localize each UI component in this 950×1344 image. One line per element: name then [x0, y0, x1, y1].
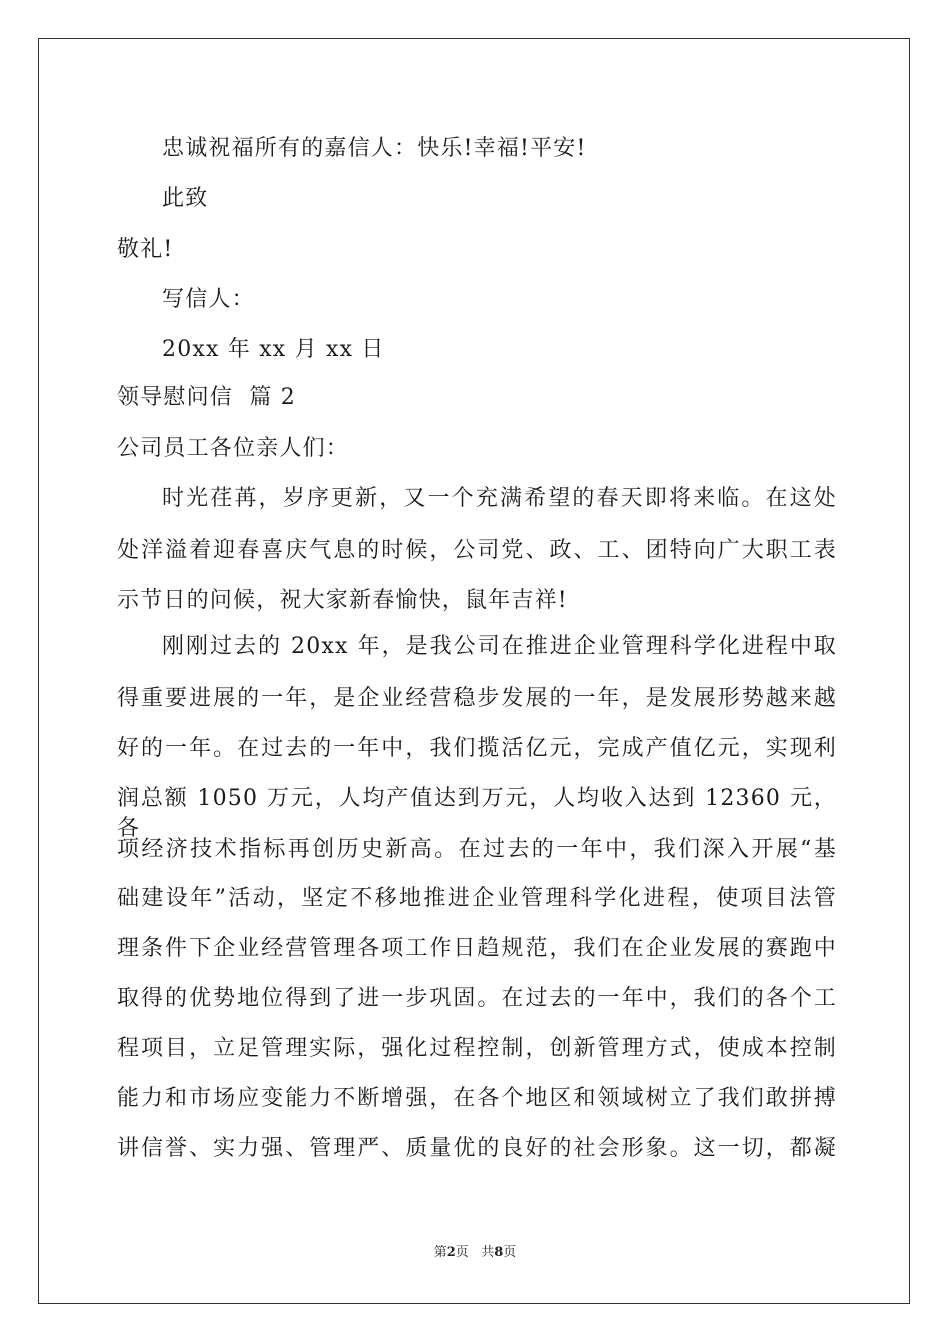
paragraph-line: 得重要进展的一年，是企业经营稳步发展的一年，是发展形势越来越 [117, 686, 837, 711]
paragraph-line: 处洋溢着迎春喜庆气息的时候，公司党、政、工、团特向广大职工表 [117, 538, 837, 563]
page-footer [0, 1244, 950, 1262]
paragraph-line: 项经济技术指标再创历史新高。在过去的一年中，我们深入开展“基 [117, 837, 837, 862]
letter-date: 20xx 年 xx 月 xx 日 [162, 337, 385, 362]
closing-salutation-2: 敬礼! [117, 237, 174, 262]
footer-current-page: 2 [446, 1245, 456, 1260]
paragraph-line: 能力和市场应变能力不断增强，在各个地区和领域树立了我们敢拼搏 [117, 1086, 837, 1111]
closing-salutation-1: 此致 [162, 186, 209, 211]
paragraph-line: 润总额 1050 万元，人均产值达到万元，人均收入达到 12360 元，各 [117, 786, 837, 841]
section-title: 领导慰问信 篇 2 [117, 385, 296, 410]
paragraph-line: 理条件下企业经营管理各项工作日趋规范，我们在企业发展的赛跑中 [117, 936, 837, 961]
paragraph-line: 示节日的问候，祝大家新春愉快，鼠年吉祥! [117, 588, 568, 613]
signer-label: 写信人： [162, 287, 255, 312]
paragraph-line: 础建设年”活动，坚定不移地推进企业管理科学化进程，使项目法管 [117, 886, 837, 911]
paragraph-line: 程项目，立足管理实际，强化过程控制，创新管理方式，使成本控制 [117, 1036, 837, 1061]
paragraph-line: 时光荏苒，岁序更新，又一个充满希望的春天即将来临。在这处 [162, 486, 837, 511]
page-frame [38, 38, 910, 1304]
paragraph-line: 取得的优势地位得到了进一步巩固。在过去的一年中，我们的各个工 [117, 986, 837, 1011]
footer-total-pages: 8 [494, 1245, 504, 1260]
paragraph-line: 刚刚过去的 20xx 年，是我公司在推进企业管理科学化进程中取 [162, 634, 837, 659]
paragraph-line: 好的一年。在过去的一年中，我们揽活亿元，完成产值亿元，实现利 [117, 736, 837, 761]
closing-wish: 忠诚祝福所有的嘉信人：快乐!幸福!平安! [162, 136, 587, 161]
footer-prefix: 第 [433, 1245, 447, 1260]
footer-middle: 页 共 [455, 1245, 495, 1260]
letter-greeting: 公司员工各位亲人们： [117, 436, 350, 461]
paragraph-line: 讲信誉、实力强、管理严、质量优的良好的社会形象。这一切，都凝 [117, 1136, 837, 1161]
footer-suffix: 页 [503, 1245, 517, 1260]
